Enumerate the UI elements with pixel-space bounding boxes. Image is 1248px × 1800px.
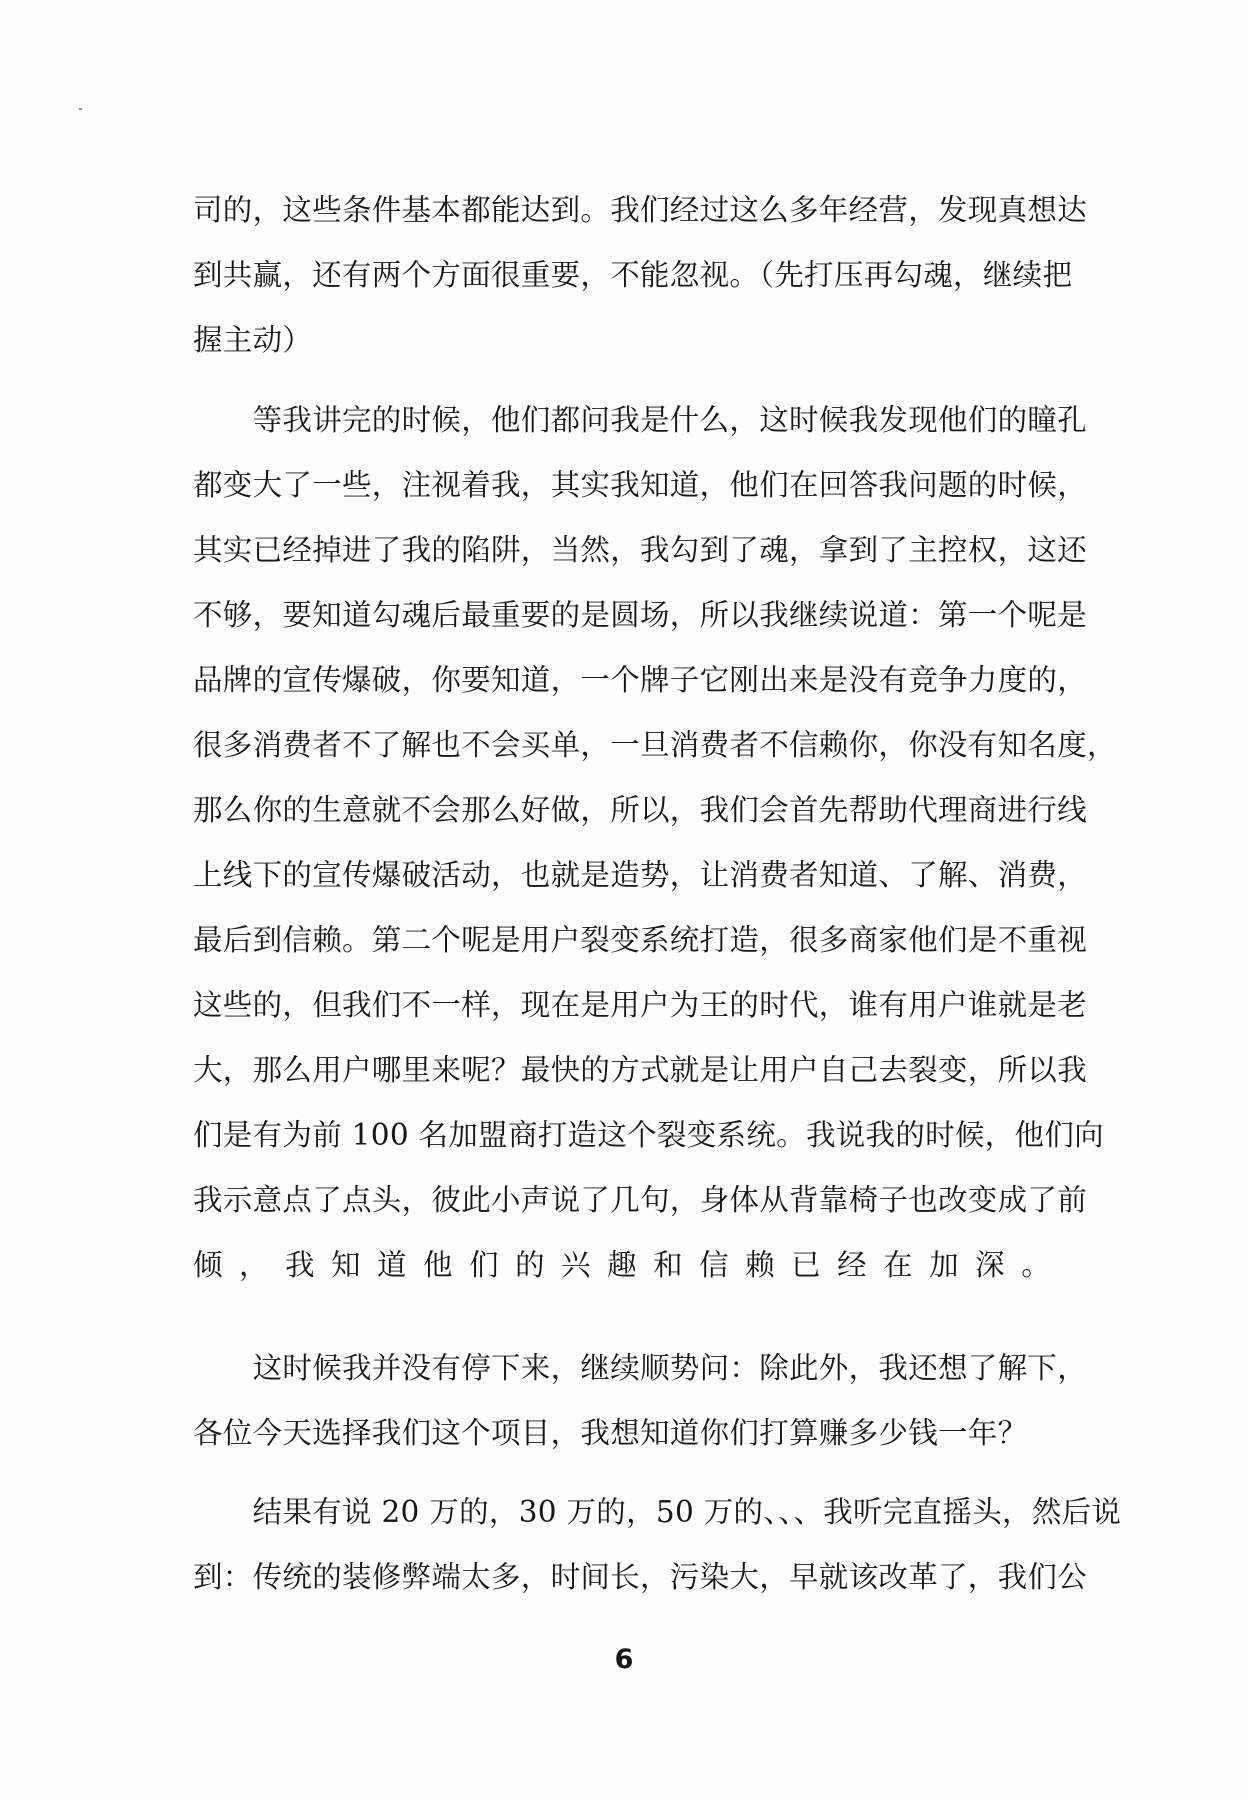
text-line: 倾，我知道他们的兴趣和信赖已经在加深。 [193, 1248, 1051, 1282]
text-line: 司的，这些条件基本都能达到。我们经过这么多年经营，发现真想达 [193, 193, 1088, 227]
text-line: 这些的，但我们不一样，现在是用户为王的时代，谁有用户谁就是老 [193, 988, 1088, 1022]
text-line: 各位今天选择我们这个项目，我想知道你们打算赚多少钱一年？ [193, 1416, 1028, 1450]
text-line: 最后到信赖。第二个呢是用户裂变系统打造，很多商家他们是不重视 [193, 923, 1088, 957]
text-line: 们是有为前 100 名加盟商打造这个裂变系统。我说我的时候，他们向 [193, 1118, 1104, 1152]
text-line: 握主动） [193, 323, 313, 357]
text-line: 大，那么用户哪里来呢？最快的方式就是让用户自己去裂变，所以我 [193, 1053, 1088, 1087]
paragraph-1 [193, 178, 1088, 373]
text-line: 等我讲完的时候，他们都问我是什么，这时候我发现他们的瞳孔 [193, 403, 1088, 437]
text-line: 到共赢，还有两个方面很重要，不能忽视。（先打压再勾魂，继续把 [193, 258, 1073, 292]
paragraph-3 [193, 1336, 1088, 1466]
text-line: 结果有说 20 万的，30 万的，50 万的、、、我听完直摇头，然后说 [193, 1495, 1122, 1529]
text-line: 其实已经掉进了我的陷阱，当然，我勾到了魂，拿到了主控权，这还 [193, 533, 1088, 567]
scan-speck [79, 108, 82, 110]
paragraph-4 [193, 1480, 1122, 1610]
text-line: 都变大了一些，注视着我，其实我知道，他们在回答我问题的时候， [193, 468, 1088, 502]
page-number: 6 [614, 1644, 634, 1675]
text-line: 这时候我并没有停下来，继续顺势问：除此外，我还想了解下， [193, 1351, 1088, 1385]
text-line: 很多消费者不了解也不会买单，一旦消费者不信赖你，你没有知名度， [193, 728, 1117, 762]
text-line: 上线下的宣传爆破活动，也就是造势，让消费者知道、了解、消费， [193, 858, 1088, 892]
text-line: 不够，要知道勾魂后最重要的是圆场，所以我继续说道：第一个呢是 [193, 598, 1088, 632]
text-line: 那么你的生意就不会那么好做，所以，我们会首先帮助代理商进行线 [193, 793, 1088, 827]
text-line: 我示意点了点头，彼此小声说了几句，身体从背靠椅子也改变成了前 [193, 1183, 1088, 1217]
text-line: 到：传统的装修弊端太多，时间长，污染大，早就该改革了，我们公 [193, 1560, 1088, 1594]
paragraph-2 [193, 388, 1117, 1363]
text-line: 品牌的宣传爆破，你要知道，一个牌子它刚出来是没有竞争力度的， [193, 663, 1088, 697]
